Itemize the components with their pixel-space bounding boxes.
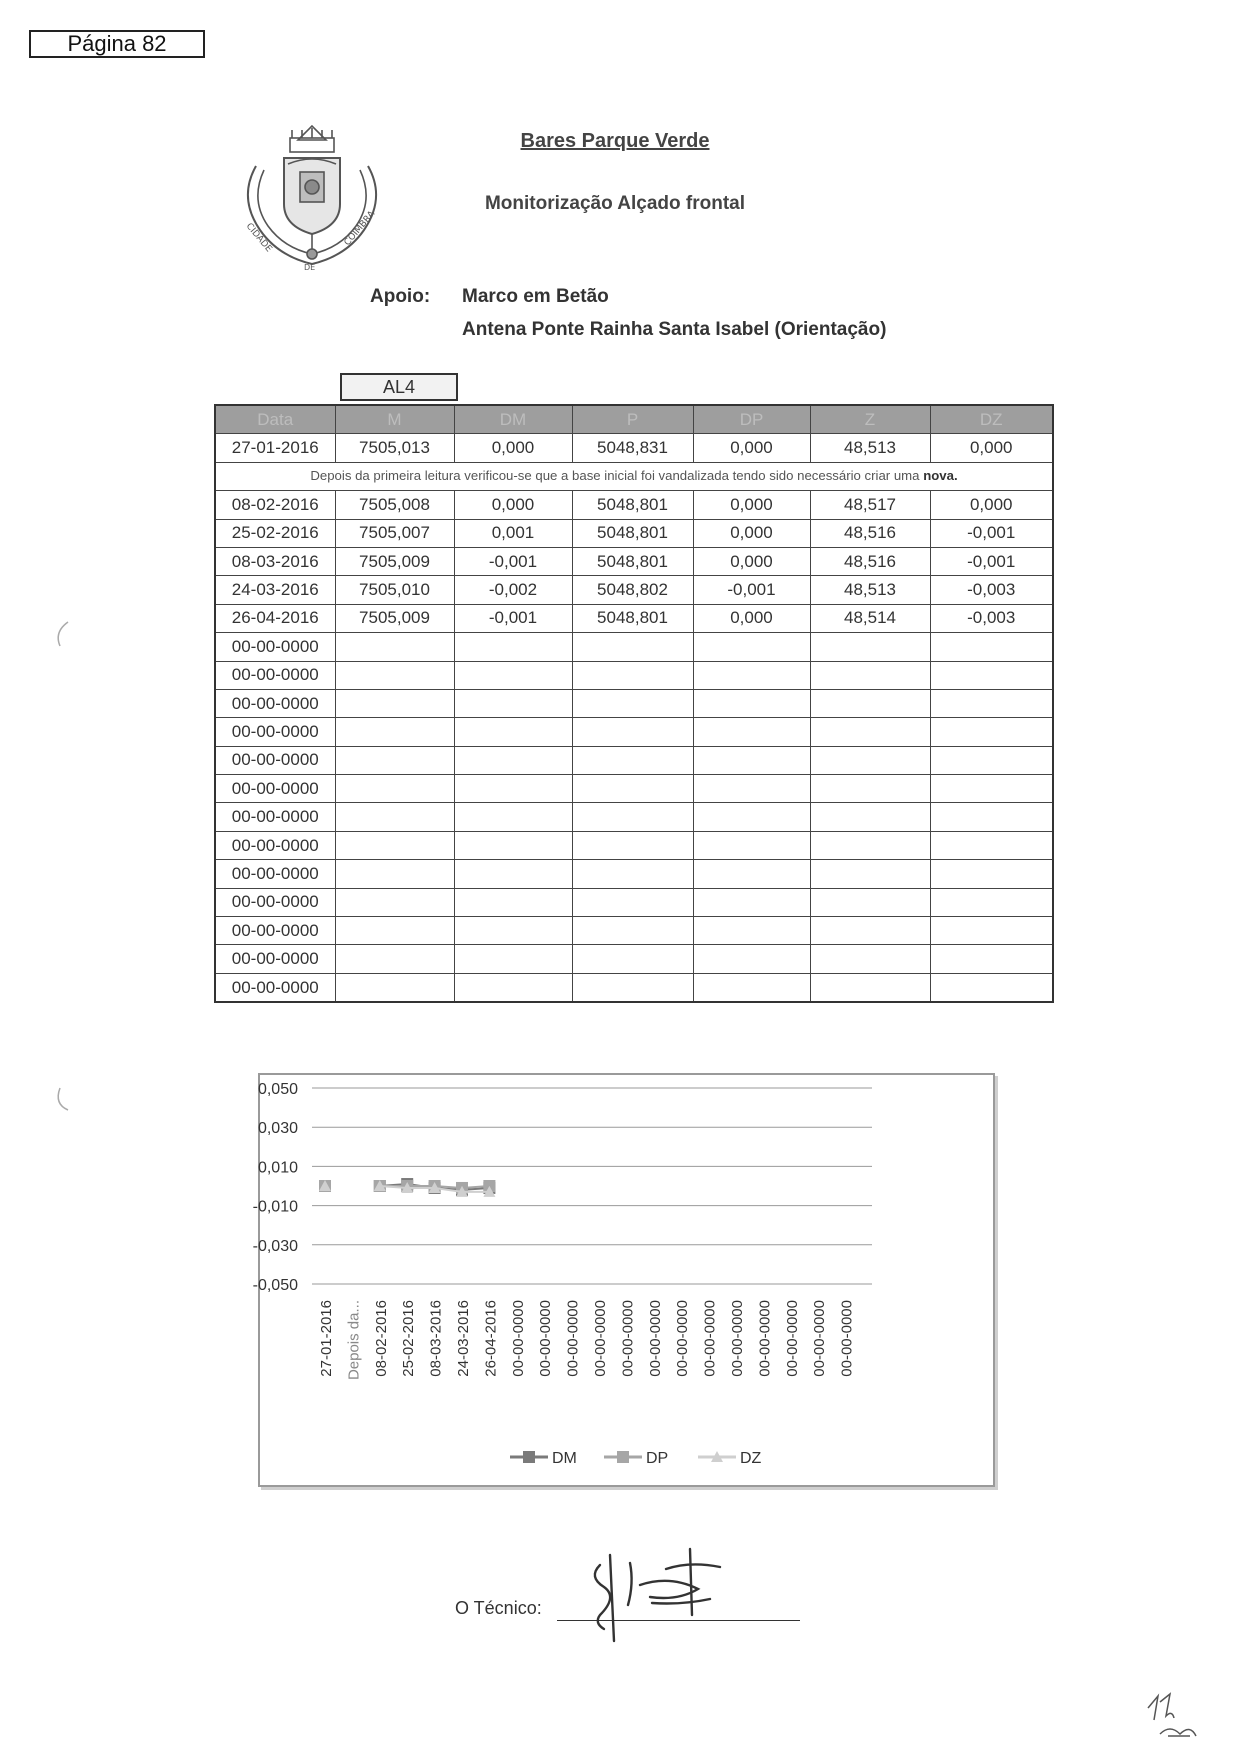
chart-x-tick-label: 24-03-2016 — [455, 1300, 472, 1377]
table-cell: 5048,802 — [572, 576, 693, 604]
table-cell — [693, 945, 810, 973]
chart-x-tick-label: 00-00-0000 — [838, 1300, 856, 1377]
table-cell: 00-00-0000 — [215, 973, 335, 1002]
tecnico-label: O Técnico: — [455, 1598, 542, 1618]
chart-y-tick-label: -0,030 — [252, 1237, 298, 1255]
table-cell: 00-00-0000 — [215, 945, 335, 973]
header-cell: DM — [454, 405, 572, 434]
table-cell: 7505,013 — [335, 434, 454, 462]
table-cell — [930, 860, 1053, 888]
table-cell — [454, 888, 572, 916]
crest-text-right: COIMBRA — [342, 209, 378, 248]
table-cell: -0,001 — [930, 547, 1053, 575]
table-cell: -0,001 — [930, 519, 1053, 547]
table-row — [215, 803, 1053, 831]
table-row — [215, 434, 1053, 462]
table-cell: 00-00-0000 — [215, 888, 335, 916]
table-cell — [810, 689, 930, 717]
table-cell — [693, 888, 810, 916]
chart-x-tick-label: 00-00-0000 — [564, 1300, 582, 1377]
table-cell: 48,516 — [810, 519, 930, 547]
chart-x-tick-label: 00-00-0000 — [811, 1300, 829, 1377]
page-number-box: Página 82 — [29, 30, 205, 58]
table-cell: 00-00-0000 — [215, 689, 335, 717]
crest-text-left: CIDADE — [243, 221, 274, 255]
table-row — [215, 945, 1053, 973]
table-row — [215, 491, 1053, 519]
table-cell: 5048,801 — [572, 491, 693, 519]
table-cell: -0,002 — [454, 576, 572, 604]
table-cell: 00-00-0000 — [215, 831, 335, 859]
table-cell — [930, 633, 1053, 661]
header-cell: M — [335, 405, 454, 434]
table-row — [215, 547, 1053, 575]
table-cell: 08-03-2016 — [215, 547, 335, 575]
table-cell — [930, 831, 1053, 859]
chart-x-tick-label: 00-00-0000 — [592, 1300, 609, 1377]
table-cell — [572, 775, 693, 803]
table-row — [215, 831, 1053, 859]
chart-y-tick-label: 0,010 — [257, 1159, 298, 1177]
table-cell: 48,516 — [810, 547, 930, 575]
table-cell: 7505,007 — [335, 519, 454, 547]
table-cell — [335, 860, 454, 888]
table-cell: -0,001 — [454, 604, 572, 632]
table-note-text: Depois da primeira leitura verificou-se que a base inicial foi vandalizada tendo sido necessário criar uma — [310, 468, 920, 484]
table-cell — [930, 718, 1053, 746]
chart-x-tick-label: 00-00-0000 — [701, 1300, 719, 1377]
table-cell — [930, 803, 1053, 831]
header-cell: Z — [810, 405, 930, 434]
table-cell: 00-00-0000 — [215, 860, 335, 888]
table-cell — [810, 888, 930, 916]
table-cell — [572, 973, 693, 1002]
table-note-end: nova. — [923, 468, 958, 484]
corner-initials-mark — [1140, 1690, 1200, 1740]
table-note-row — [215, 462, 1053, 490]
table-cell — [335, 633, 454, 661]
chart-x-tick-label: 00-00-0000 — [646, 1300, 664, 1377]
chart-x-tick-label: 25-02-2016 — [400, 1300, 418, 1377]
table-cell: 7505,008 — [335, 491, 454, 519]
table-cell — [693, 917, 810, 945]
table-cell — [454, 803, 572, 831]
table-cell — [693, 718, 810, 746]
table-cell — [572, 718, 693, 746]
table-cell — [572, 831, 693, 859]
table-cell — [693, 689, 810, 717]
table-row — [215, 746, 1053, 774]
table-cell: 00-00-0000 — [215, 633, 335, 661]
table-cell — [930, 888, 1053, 916]
table-cell: 00-00-0000 — [215, 917, 335, 945]
table-cell: 00-00-0000 — [215, 746, 335, 774]
table-row — [215, 775, 1053, 803]
table-cell — [454, 661, 572, 689]
table-row — [215, 661, 1053, 689]
table-row — [215, 718, 1053, 746]
table-cell: 0,000 — [693, 604, 810, 632]
header-cell: DP — [693, 405, 810, 434]
chart-x-tick-label: 00-00-0000 — [537, 1300, 555, 1377]
chart-x-tick-label: 00-00-0000 — [729, 1300, 746, 1377]
chart-x-tick-label: 26-04-2016 — [482, 1300, 500, 1377]
table-cell — [572, 633, 693, 661]
chart-legend-label: DP — [646, 1450, 669, 1467]
table-cell — [335, 718, 454, 746]
table-cell: 08-02-2016 — [215, 491, 335, 519]
table-cell: -0,003 — [930, 604, 1053, 632]
table-cell — [930, 746, 1053, 774]
table-row — [215, 604, 1053, 632]
table-cell — [930, 945, 1053, 973]
table-cell: 48,513 — [810, 434, 930, 462]
chart-x-tick-label: 00-00-0000 — [756, 1300, 774, 1377]
header-cell: Data — [215, 405, 335, 434]
document-subtitle: Monitorização Alçado frontal — [484, 193, 746, 214]
crest-text-bottom: DE — [304, 263, 316, 272]
table-cell — [335, 917, 454, 945]
table-cell — [572, 888, 693, 916]
table-cell: 5048,831 — [572, 434, 693, 462]
table-cell: 7505,009 — [335, 547, 454, 575]
table-cell — [930, 661, 1053, 689]
table-cell: 5048,801 — [572, 547, 693, 575]
table-cell — [810, 831, 930, 859]
document-title: Bares Parque Verde — [520, 130, 710, 152]
table-cell: 48,514 — [810, 604, 930, 632]
table-cell: 0,000 — [693, 434, 810, 462]
coimbra-crest-logo — [228, 118, 396, 276]
table-cell: 0,000 — [454, 434, 572, 462]
chart-x-tick-label: 08-02-2016 — [372, 1300, 390, 1377]
table-cell: 7505,010 — [335, 576, 454, 604]
table-header-row — [215, 405, 1053, 434]
table-cell — [810, 917, 930, 945]
table-cell: 48,513 — [810, 576, 930, 604]
table-cell — [454, 689, 572, 717]
technician-signature — [570, 1545, 735, 1645]
table-cell — [572, 689, 693, 717]
table-cell — [693, 633, 810, 661]
table-cell — [572, 746, 693, 774]
chart-legend-marker-dm — [523, 1451, 535, 1463]
table-cell — [454, 945, 572, 973]
table-cell — [335, 746, 454, 774]
chart-legend-marker-dp — [617, 1451, 629, 1463]
table-row — [215, 860, 1053, 888]
chart-y-tick-label: -0,050 — [252, 1277, 298, 1294]
deviation-chart-frame — [252, 1073, 995, 1487]
table-cell: -0,003 — [930, 576, 1053, 604]
table-row — [215, 917, 1053, 945]
chart-x-tick-label: 00-00-0000 — [674, 1300, 692, 1377]
chart-legend-label: DM — [552, 1450, 577, 1467]
table-cell — [693, 831, 810, 859]
table-cell — [930, 775, 1053, 803]
table-cell — [335, 803, 454, 831]
table-cell — [335, 661, 454, 689]
table-cell — [335, 888, 454, 916]
point-id-box: AL4 — [340, 373, 458, 401]
table-row — [215, 633, 1053, 661]
table-cell — [454, 860, 572, 888]
table-cell — [572, 917, 693, 945]
table-cell — [810, 718, 930, 746]
apoio-line-1: Marco em Betão — [462, 286, 609, 307]
table-cell — [810, 860, 930, 888]
table-cell: 0,000 — [693, 519, 810, 547]
table-cell — [810, 973, 930, 1002]
table-cell: 24-03-2016 — [215, 576, 335, 604]
table-cell — [810, 633, 930, 661]
table-cell — [335, 973, 454, 1002]
table-cell — [572, 860, 693, 888]
table-cell — [572, 661, 693, 689]
table-cell: 48,517 — [810, 491, 930, 519]
table-cell: 0,000 — [693, 491, 810, 519]
chart-legend-label: DZ — [740, 1450, 762, 1467]
table-row — [215, 973, 1053, 1002]
table-cell — [454, 775, 572, 803]
apoio-line-2: Antena Ponte Rainha Santa Isabel (Orientação) — [462, 319, 887, 340]
table-cell: -0,001 — [693, 576, 810, 604]
table-cell — [693, 746, 810, 774]
table-cell — [454, 831, 572, 859]
table-cell: 00-00-0000 — [215, 775, 335, 803]
table-cell: 0,000 — [930, 434, 1053, 462]
table-cell — [454, 973, 572, 1002]
table-cell: 27-01-2016 — [215, 434, 335, 462]
table-cell: 0,000 — [454, 491, 572, 519]
chart-x-tick-label: 00-00-0000 — [783, 1300, 801, 1377]
deviation-line-chart — [252, 1075, 993, 1485]
monitoring-table — [214, 404, 1054, 1003]
table-row — [215, 519, 1053, 547]
apoio-label: Apoio: — [370, 286, 431, 307]
table-row — [215, 576, 1053, 604]
table-cell — [693, 860, 810, 888]
table-cell — [693, 775, 810, 803]
chart-x-tick-label: 00-00-0000 — [619, 1300, 637, 1377]
table-cell — [810, 775, 930, 803]
table-cell — [810, 661, 930, 689]
table-cell: 0,001 — [454, 519, 572, 547]
chart-x-tick-label: 00-00-0000 — [509, 1300, 527, 1377]
header-cell: P — [572, 405, 693, 434]
chart-y-tick-label: 0,050 — [257, 1081, 298, 1098]
table-cell — [454, 718, 572, 746]
table-cell: 25-02-2016 — [215, 519, 335, 547]
table-cell — [810, 803, 930, 831]
table-cell: 7505,009 — [335, 604, 454, 632]
chart-x-tick-label: 27-01-2016 — [318, 1300, 335, 1377]
table-cell — [454, 633, 572, 661]
table-cell — [572, 945, 693, 973]
header-cell: DZ — [930, 405, 1053, 434]
table-note-cell — [215, 462, 1053, 490]
chart-x-tick-label: Depois da... — [345, 1300, 363, 1381]
table-cell — [693, 661, 810, 689]
table-cell — [454, 746, 572, 774]
table-cell: 00-00-0000 — [215, 803, 335, 831]
table-cell — [930, 917, 1053, 945]
table-cell — [335, 945, 454, 973]
table-row — [215, 689, 1053, 717]
table-cell: 0,000 — [930, 491, 1053, 519]
table-cell — [335, 831, 454, 859]
chart-x-tick-label: 08-03-2016 — [427, 1300, 445, 1377]
table-cell: 5048,801 — [572, 604, 693, 632]
table-cell: -0,001 — [454, 547, 572, 575]
table-cell — [810, 945, 930, 973]
table-cell — [572, 803, 693, 831]
table-row — [215, 888, 1053, 916]
table-cell — [454, 917, 572, 945]
table-cell: 5048,801 — [572, 519, 693, 547]
table-cell — [930, 689, 1053, 717]
table-cell — [693, 973, 810, 1002]
chart-y-tick-label: -0,010 — [252, 1198, 298, 1216]
table-cell — [810, 746, 930, 774]
table-cell — [335, 775, 454, 803]
table-cell: 0,000 — [693, 547, 810, 575]
table-cell: 26-04-2016 — [215, 604, 335, 632]
table-cell — [693, 803, 810, 831]
table-cell: 00-00-0000 — [215, 718, 335, 746]
table-cell — [335, 689, 454, 717]
chart-y-tick-label: 0,030 — [257, 1120, 298, 1138]
table-cell — [930, 973, 1053, 1002]
table-cell: 00-00-0000 — [215, 661, 335, 689]
scan-punch-marks — [48, 620, 78, 1120]
